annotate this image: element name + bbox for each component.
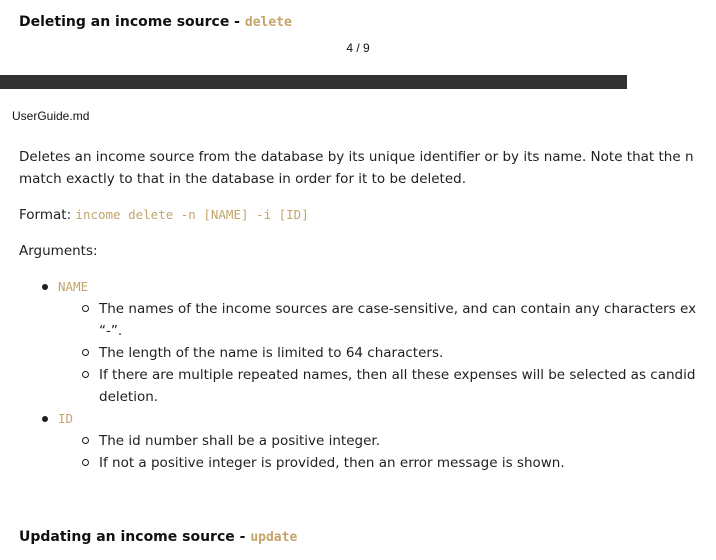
arguments-label: Arguments: — [19, 243, 98, 259]
argument-detail — [58, 452, 699, 474]
detail-line: The length of the name is limited to 64 characters. — [99, 345, 444, 361]
content-body — [19, 146, 699, 474]
description-line-2: match exactly to that in the database in order for it to be deleted. — [19, 171, 467, 187]
detail-line: deletion. — [99, 389, 159, 405]
arguments-list — [19, 276, 699, 474]
detail-line: The id number shall be a positive integer. — [99, 433, 381, 449]
argument-name: ID — [58, 411, 74, 426]
argument-item-id — [19, 408, 699, 474]
section-heading-command: delete — [244, 15, 292, 30]
argument-detail — [58, 342, 699, 364]
detail-line: The names of the income sources are case-sensitive, and can contain any characters ex — [99, 301, 697, 317]
argument-item-name — [19, 276, 699, 408]
section-heading-text: Updating an income source - — [19, 529, 251, 545]
description-paragraph — [19, 146, 699, 190]
detail-line: If there are multiple repeated names, then all these expenses will be selected as candid — [99, 367, 696, 383]
argument-name: NAME — [58, 279, 89, 294]
section-heading-text: Deleting an income source - — [19, 14, 245, 30]
page-divider-bar — [0, 75, 627, 89]
format-label: Format: — [19, 207, 76, 223]
argument-detail — [58, 430, 699, 452]
file-name: UserGuide.md — [12, 109, 90, 123]
argument-details-list — [58, 298, 699, 408]
page-number: 4 / 9 — [346, 41, 370, 55]
section-heading-delete — [19, 14, 292, 30]
argument-details-list — [58, 430, 699, 474]
argument-detail — [58, 298, 699, 342]
description-line-1: Deletes an income source from the database by its unique identifier or by its name. Note that the n — [19, 149, 694, 165]
detail-line: “-”. — [99, 323, 123, 339]
detail-line: If not a positive integer is provided, then an error message is shown. — [99, 455, 565, 471]
section-heading-update — [19, 529, 297, 545]
format-line — [19, 204, 699, 226]
argument-detail — [58, 364, 699, 408]
format-command: income delete -n [NAME] -i [ID] — [75, 207, 309, 222]
section-heading-command: update — [250, 530, 298, 545]
